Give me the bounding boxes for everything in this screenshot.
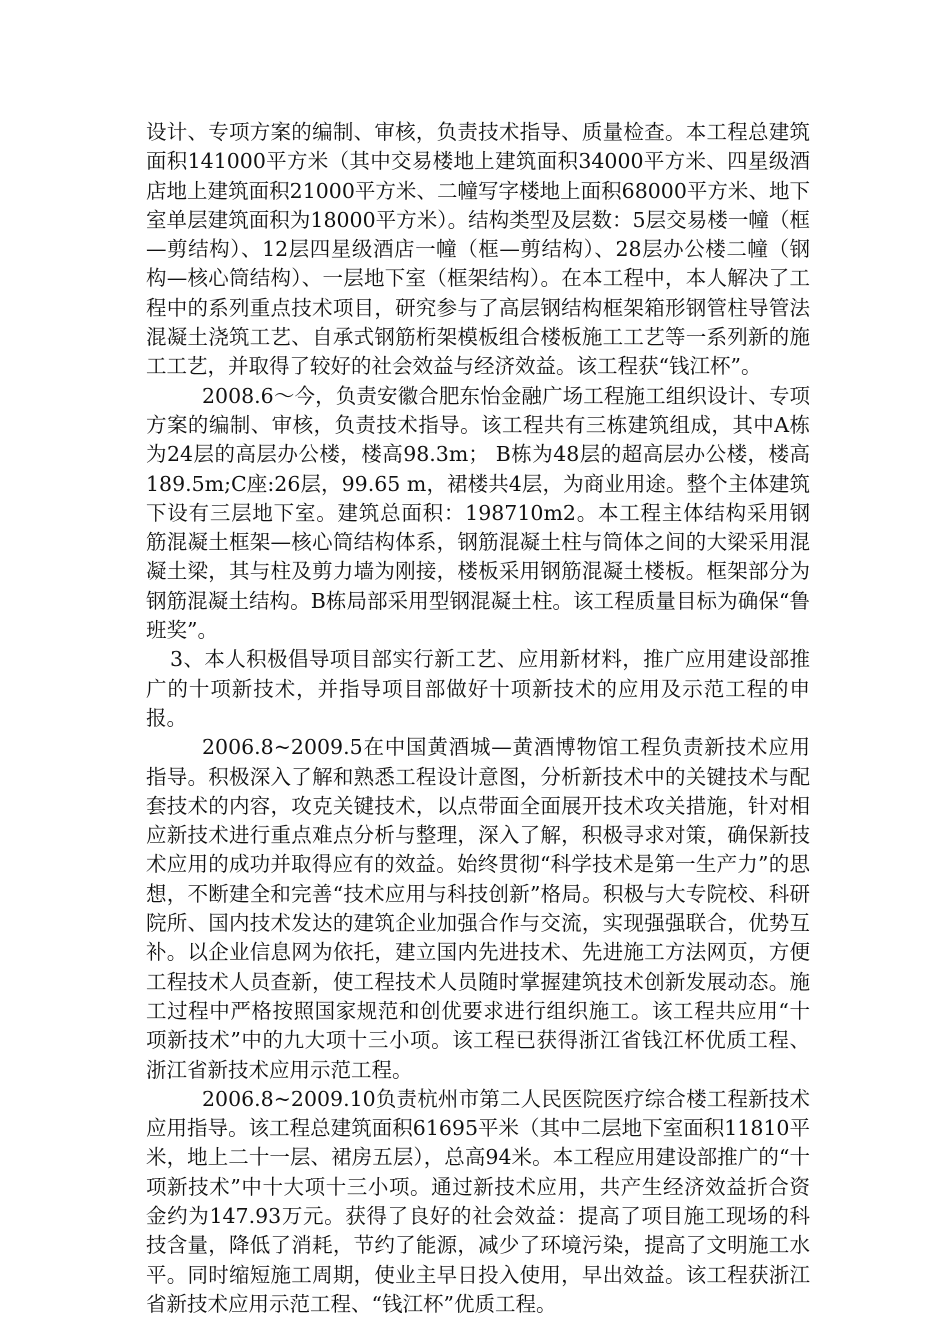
paragraph-project-continued: 设计、专项方案的编制、审核，负责技术指导、质量检查。本工程总建筑面积141000平方米（其中交易楼地上建筑面积34000平方米、四星级酒店地上建筑面积21000平方米、二幢写字楼地上面积68000平方米、地下室单层建筑面积为18000平方米）。结构类型及层数：5层交易楼一幢（框—剪结构）、12层四星级酒店一幢（框—剪结构）、28层办公楼二幢（钢构—核心筒结构）、一层地下室（框架结构）。在本工程中，本人解决了工程中的系列重点技术项目，研究参与了高层钢结构框架箱形钢管柱导管法混凝土浇筑工艺、自承式钢筋桁架模板组合楼板施工工艺等一系列新的施工工艺，并取得了较好的社会效益与经济效益。该工程获“钱江杯”。 [146, 120, 810, 379]
paragraph-hangzhou-hospital: 2006.8~2009.10负责杭州市第二人民医院医疗综合楼工程新技术应用指导。该工程总建筑面积61695平米（其中二层地下室面积11810平米，地上二十一层、裙房五层），总高94米。本工程应用建设部推广的“十项新技术”中十大项十三小项。通过新技术应用，共产生经济效益折合资金约为147.93万元。获得了良好的社会效益：提高了项目施工现场的科技含量，降低了消耗，节约了能源，减少了环境污染，提高了文明施工水平。同时缩短施工周期，使业主早日投入使用，早出效益。该工程获浙江省新技术应用示范工程、“钱江杯”优质工程。 [146, 1086, 810, 1316]
paragraph-hefei-project: 2008.6～今，负责安徽合肥东怡金融广场工程施工组织设计、专项方案的编制、审核，负责技术指导。该工程共有三栋建筑组成，其中A栋为24层的高层办公楼，楼高98.3m； B栋为48层的超高层办公楼，楼高189.5m;C座:26层，99.65 m，裙楼共4层，为商业用途。整个主体建筑下设有三层地下室。建筑总面积：198710m2。本工程主体结构采用钢筋混凝土框架—核心筒结构体系，钢筋混凝土柱与筒体之间的大梁采用混凝土梁，其与柱及剪力墙为刚接，楼板采用钢筋混凝土楼板。框架部分为钢筋混凝土结构。B栋局部采用型钢混凝土柱。该工程质量目标为确保“鲁班奖”。 [146, 383, 810, 643]
document-body [146, 118, 810, 1319]
paragraph-new-tech-section: 3、本人积极倡导项目部实行新工艺、应用新材料，推广应用建设部推广的十项新技术，并指导项目部做好十项新技术的应用及示范工程的申报。 [146, 647, 810, 730]
paragraph-rice-wine-museum: 2006.8~2009.5在中国黄酒城—黄酒博物馆工程负责新技术应用指导。积极深入了解和熟悉工程设计意图，分析新技术中的关键技术与配套技术的内容，攻克关键技术，以点带面全面展开技术攻关措施，针对相应新技术进行重点难点分析与整理，深入了解，积极寻求对策，确保新技术应用的成功并取得应有的效益。始终贯彻“科学技术是第一生产力”的思想，不断建全和完善“技术应用与科技创新”格局。积极与大专院校、科研院所、国内技术发达的建筑企业加强合作与交流，实现强强联合，优势互补。以企业信息网为依托，建立国内先进技术、先进施工方法网页，方便工程技术人员查新，使工程技术人员随时掌握建筑技术创新发展动态。施工过程中严格按照国家规范和创优要求进行组织施工。该工程共应用“十项新技术”中的九大项十三小项。该工程已获得浙江省钱江杯优质工程、浙江省新技术应用示范工程。 [146, 735, 810, 1082]
